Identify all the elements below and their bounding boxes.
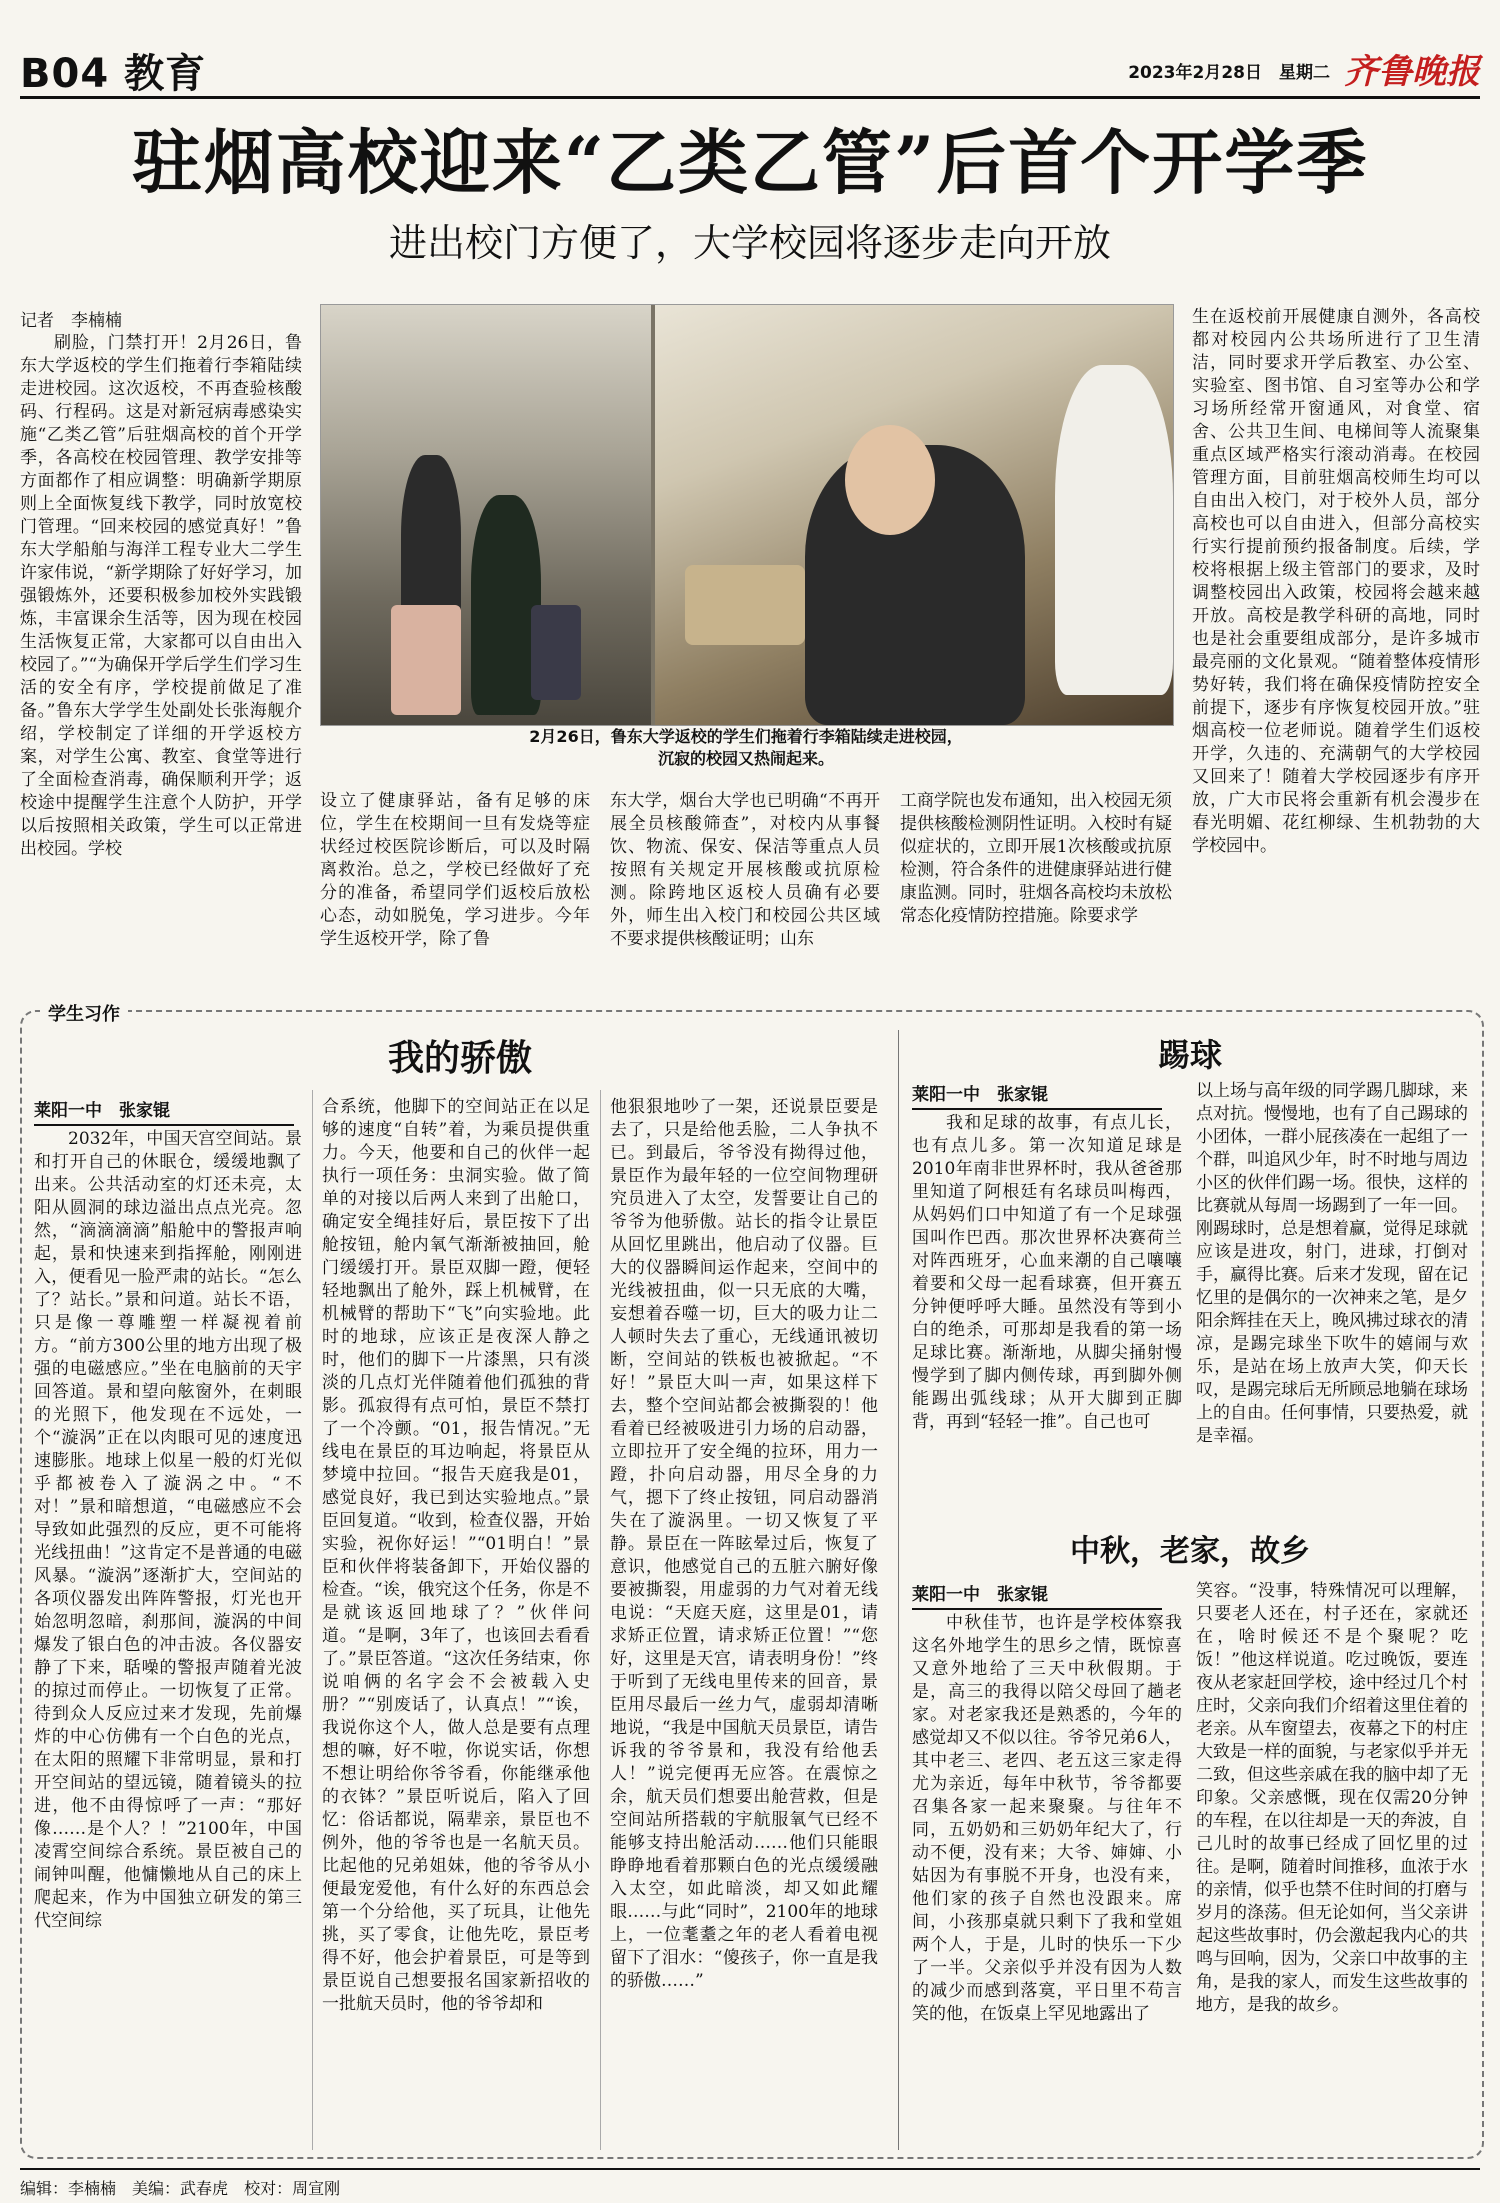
essay2-column-1: 我和足球的故事，有点儿长，也有点儿多。第一次知道足球是2010年南非世界杯时，我从爸爸那里知道了阿根廷有名球员叫梅西，从妈妈们口中知道了有一个足球强国叫作巴西。那次世界杯决赛荷兰对阵西班牙，心血来潮的自己嚷嚷着要和父母一起看球赛，但开赛五分钟便呼呼大睡。虽然没有等到小白的绝杀，可那却是我看的第一场足球比赛。渐渐地，从脚尖捅射慢慢学到了脚内侧传球，再到脚外侧能踢出弧线球；从开大脚到正脚背，再到“轻轻一推”。自己也可: [912, 1113, 1182, 1432]
essay2-column-2: 以上场与高年级的同学踢几脚球，来点对抗。慢慢地，也有了自己踢球的小团体，一群小屁孩凑在一起组了一个群，叫追风少年，时不时地与周边小区的伙伴们踢一场。很快，这样的比赛就从每周一场踢到了一年一回。刚踢球时，总是想着赢，觉得足球就应该是进攻，射门，进球，打倒对手，赢得比赛。后来才发现，留在记忆里的是偶尔的一次神来之笔，是夕阳余辉挂在天上，晚风拂过球衣的清凉，是踢完球坐下吹牛的嬉闹与欢乐，是站在场上放声大笑，仰天长叹，是踢完球后无所顾忌地躺在球场上的自由。任何事情，只要热爱，就是幸福。: [1196, 1081, 1468, 1446]
photo-students-entering: [321, 305, 651, 725]
article-column-2: 设立了健康驿站，备有足够的床位，学生在校期间一旦有发烧等症状经过校医院诊断后，可以及时隔离救治。总之，学校已经做好了充分的准备，希望同学们返校后放松心态，动如脱兔，学习进步。今年学生返校开学，除了鲁: [320, 791, 590, 949]
photo-caption: 2月26日，鲁东大学返校的学生们拖着行李箱陆续走进校园， 沉寂的校园又热闹起来。: [529, 727, 963, 768]
page-header: [20, 40, 1480, 99]
news-photo: [320, 304, 1174, 726]
article-column-1: 刷脸，门禁打开！2月26日，鲁东大学返校的学生们拖着行李箱陆续走进校园。这次返校，不再查验核酸码、行程码。这是对新冠病毒感染实施“乙类乙管”后驻烟高校的首个开学季，各高校在校园管理、教学安排等方面都作了相应调整：明确新学期原则上全面恢复线下教学，同时放宽校门管理。“回来校园的感觉真好！”鲁东大学船舶与海洋工程专业大二学生许家伟说，“新学期除了好好学习，加强锻炼外，还要积极参加校外实践锻炼，丰富课余生活等，因为现在校园生活恢复正常，大家都可以自由出入校园了。”“为确保开学后学生们学习生活的安全有序，学校提前做足了准备。”鲁东大学学生处副处长张海舰介绍，学校制定了详细的开学返校方案，对学生公寓、教室、食堂等进行了全面检查消毒，确保顺利开学；返校途中提醒学生注意个人防护，开学以后按照相关政策，学生可以正常进出校园。学校: [20, 333, 302, 859]
essay1-title: 我的骄傲: [387, 1037, 532, 1079]
essay3-column-1: 中秋佳节，也许是学校体察我这名外地学生的思乡之情，既惊喜又意外地给了三天中秋假期。于是，高三的我得以陪父母回了趟老家。对老家我还是熟悉的，今年的感觉却又不似以往。爷爷兄弟6人，其中老三、老四、老五这三家走得尤为亲近，每年中秋节，爷爷都要召集各家一起来聚聚。与往年不同，五奶奶和三奶奶年纪大了，行动不便，没有来；大爷、婶婶、小姑因为有事脱不开身，也没有来，他们家的孩子自然也没跟来。席间，小孩那桌就只剩下了我和堂姐两个人，于是，儿时的快乐一下少了一半。父亲似乎并没有因为人数的减少而感到落寞，平日里不苟言笑的他，在饭桌上罕见地露出了: [912, 1613, 1182, 2024]
student-section-label: 学生习作: [40, 1000, 128, 1026]
newspaper-logo: 齐鲁晚报: [1344, 52, 1480, 92]
page-footer: 编辑：李楠楠 美编：武春虎 校对：周宣刚: [20, 2168, 1480, 2199]
essay1-author: 莱阳一中 张家锟: [34, 1096, 294, 1126]
essay2-author: 莱阳一中 张家锟: [912, 1080, 1162, 1110]
issue-date: 2023年2月28日 星期二: [1128, 63, 1330, 83]
section-label: B04 教育: [20, 51, 207, 97]
photo-canteen: [655, 305, 1173, 725]
essay3-title: 中秋，老家，故乡: [1070, 1534, 1310, 1569]
essay1-column-2: 合系统，他脚下的空间站正在以足够的速度“自转”着，为乘员提供重力。今天，他要和自己的伙伴一起执行一项任务：虫洞实验。做了简单的对接以后两人来到了出舱口，确定安全绳挂好后，景臣按下了出舱按钮，舱内氧气渐渐被抽回，舱门缓缓打开。景臣双脚一蹬，便轻轻地飘出了舱外，踩上机械臂，在机械臂的帮助下“飞”向实验地。此时的地球，应该正是夜深人静之时，他们的脚下一片漆黑，只有淡淡的几点灯光伴随着他们孤独的背影。孤寂得有点可怕，景臣不禁打了一个冷颤。“01，报告情况。”无线电在景臣的耳边响起，将景臣从梦境中拉回。“报告天庭我是01，感觉良好，我已到达实验地点。”景臣回复道。“收到，检查仪器，开始实验，祝你好运！”“01明白！”景臣和伙伴将装备卸下，开始仪器的检查。“诶，俄究这个任务，你是不是就该返回地球了？”伙伴问道。“是啊，3年了，也该回去看看了。”景臣答道。“这次任务结束，你说咱俩的名字会不会被载入史册？”“别废话了，认真点！”“诶，我说你这个人，做人总是要有点理想的嘛，好不啦，你说实话，你想不想让明给你爷爷看，你能继承他的衣钵？”景臣听说后，陷入了回忆：俗话都说，隔辈亲，景臣也不例外，他的爷爷也是一名航天员。比起他的兄弟姐妹，他的爷爷从小便最宠爱他，有什么好的东西总会第一个分给他，买了玩具，让他先挑，买了零食，让他先吃，景臣考得不好，他会护着景臣，可是等到景臣说自己想要报名国家新招收的一批航天员时，他的爷爷却和: [322, 1097, 590, 2014]
article-column-4: 工商学院也发布通知，出入校园无须提供核酸检测阴性证明。入校时有疑似症状的，立即开展1次核酸或抗原检测，符合条件的进健康驿站进行健康监测。同时，驻烟各高校均未放松常态化疫情防控措施。除要求学: [900, 791, 1172, 926]
essay2-title: 踢球: [1157, 1036, 1222, 1074]
essay3-author: 莱阳一中 张家锟: [912, 1580, 1162, 1610]
essay1-column-3: 他狠狠地吵了一架，还说景臣要是去了，只是给他丢脸，二人争执不已。到最后，爷爷没有拗得过他，景臣作为最年轻的一位空间物理研究员进入了太空，发誓要让自己的爷爷为他骄傲。站长的指令让景臣从回忆里跳出，他启动了仪器。巨大的仪器瞬间运作起来，空间中的光线被扭曲，似一只无底的大嘴，妄想着吞噬一切，巨大的吸力让二人顿时失去了重心，无线通讯被切断，空间站的铁板也被掀起。“不好！”景臣大叫一声，如果这样下去，整个空间站都会被撕裂的！他看着已经被吸进引力场的启动器，立即拉开了安全绳的拉环，用力一蹬，扑向启动器，用尽全身的力气，摁下了终止按钮，同启动器消失在了漩涡里。一切又恢复了平静。景臣在一阵眩晕过后，恢复了意识，他感觉自己的五脏六腑好像要被撕裂，用虚弱的力气对着无线电说：“天庭天庭，这里是01，请求矫正位置，请求矫正位置！”“您好，这里是天宫，请表明身份！”终于听到了无线电里传来的回音，景臣用尽最后一丝力气，虚弱却清晰地说，“我是中国航天员景臣，请告诉我的爷爷景和，我没有给他丢人！”说完便再无应答。在震惊之余，航天员们想要出舱营救，但是空间站所搭载的宇航服氧气已经不能够支持出舱活动……他们只能眼睁睁地看着那颗白色的光点缓缓融入太空，如此暗淡，却又如此耀眼……与此“同时”，2100年的地球上，一位耄耋之年的老人看着电视留下了泪水：“傻孩子，你一直是我的骄傲……”: [610, 1097, 878, 1991]
essay3-column-2: 笑容。“没事，特殊情况可以理解，只要老人还在，村子还在，家就还在，啥时候还不是个聚呢？吃饭！”他这样说道。吃过晚饭，要连夜从老家赶回学校，途中经过几个村庄时，父亲向我们介绍着这里住着的老亲。从车窗望去，夜幕之下的村庄大致是一样的面貌，与老家似乎并无二致，但这些亲戚在我的脑中却了无印象。父亲感慨，现在仅需20分钟的车程，在以往却是一天的奔波，自己儿时的故事已经成了回忆里的过往。是啊，随着时间推移，血浓于水的亲情，似乎也禁不住时间的打磨与岁月的涤荡。但无论如何，当父亲讲起这些故事时，仍会激起我内心的共鸣与回响，因为，父亲口中故事的主角，是我的家人，而发生这些故事的地方，是我的故乡。: [1196, 1581, 1468, 2015]
byline: 记者 李楠楠: [20, 311, 122, 331]
subheadline: 进出校门方便了，大学校园将逐步走向开放: [388, 221, 1111, 265]
article-column-5: 生在返校前开展健康自测外，各高校都对校园内公共场所进行了卫生清洁，同时要求开学后教室、办公室、实验室、图书馆、自习室等办公和学习场所经常开窗通风，对食堂、宿舍、公共卫生间、电梯间等人流聚集重点区域严格实行滚动消毒。在校园管理方面，目前驻烟高校师生均可以自由出入校门，对于校外人员，部分高校也可以自由进入，但部分高校实行实行提前预约报备制度。后续，学校将根据上级主管部门的要求，及时调整校园出入政策，校园将会越来越开放。高校是教学科研的高地，同时也是社会重要组成部分，是许多城市最亮丽的文化景观。“随着整体疫情形势好转，我们将在确保疫情防控安全前提下，逐步有序恢复校园开放。”驻烟高校一位老师说。随着学生们返校开学，久违的、充满朝气的大学校园又回来了！随着大学校园逐步有序开放，广大市民将会重新有机会漫步在春光明媚、花红柳绿、生机勃勃的大学校园中。: [1192, 307, 1480, 856]
essay1-column-1: 2032年，中国天宫空间站。景和打开自己的休眠仓，缓缓地飘了出来。公共活动室的灯还未亮，太阳从圆洞的球边溢出点点光亮。忽然，“滴滴滴滴”船舱中的警报声响起，景和快速来到指挥舱，刚刚进入，便看见一脸严肃的站长。“怎么了？站长。”景和问道。站长不语，只是像一尊雕塑一样凝视着前方。“前方300公里的地方出现了极强的电磁感应。”坐在电脑前的天宇回答道。景和望向舷窗外，在刺眼的光照下，他发现在不远处，一个“漩涡”正在以肉眼可见的速度迅速膨胀。地球上似星一般的灯光似乎都被卷入了漩涡之中。“不对！”景和暗想道，“电磁感应不会导致如此强烈的反应，更不可能将光线扭曲！”这肯定不是普通的电磁风暴。“漩涡”逐渐扩大，空间站的各项仪器发出阵阵警报，灯光也开始忽明忽暗，刹那间，漩涡的中间爆发了银白色的冲击波。各仪器安静了下来，聒噪的警报声随着光波的掠过而停止。一切恢复了正常。待到众人反应过来才发现，先前爆炸的中心仿佛有一个白色的光点，在太阳的照耀下非常明显，景和打开空间站的望远镜，随着镜头的拉进，他不由得惊呼了一声：“那好像……是个人？！”2100年，中国凌霄空间综合系统。景臣被自己的闹钟叫醒，他慵懒地从自己的床上爬起来，作为中国独立研发的第三代空间综: [34, 1129, 302, 1931]
article-column-3: 东大学，烟台大学也已明确“不再开展全员核酸筛查”，对校内从事餐饮、物流、保安、保洁等重点人员按照有关规定开展核酸或抗原检测。除跨地区返校人员确有必要外，师生出入校门和校园公共区域不要求提供核酸证明；山东: [610, 791, 880, 949]
headline: 驻烟高校迎来“乙类乙管”后首个开学季: [131, 121, 1369, 204]
